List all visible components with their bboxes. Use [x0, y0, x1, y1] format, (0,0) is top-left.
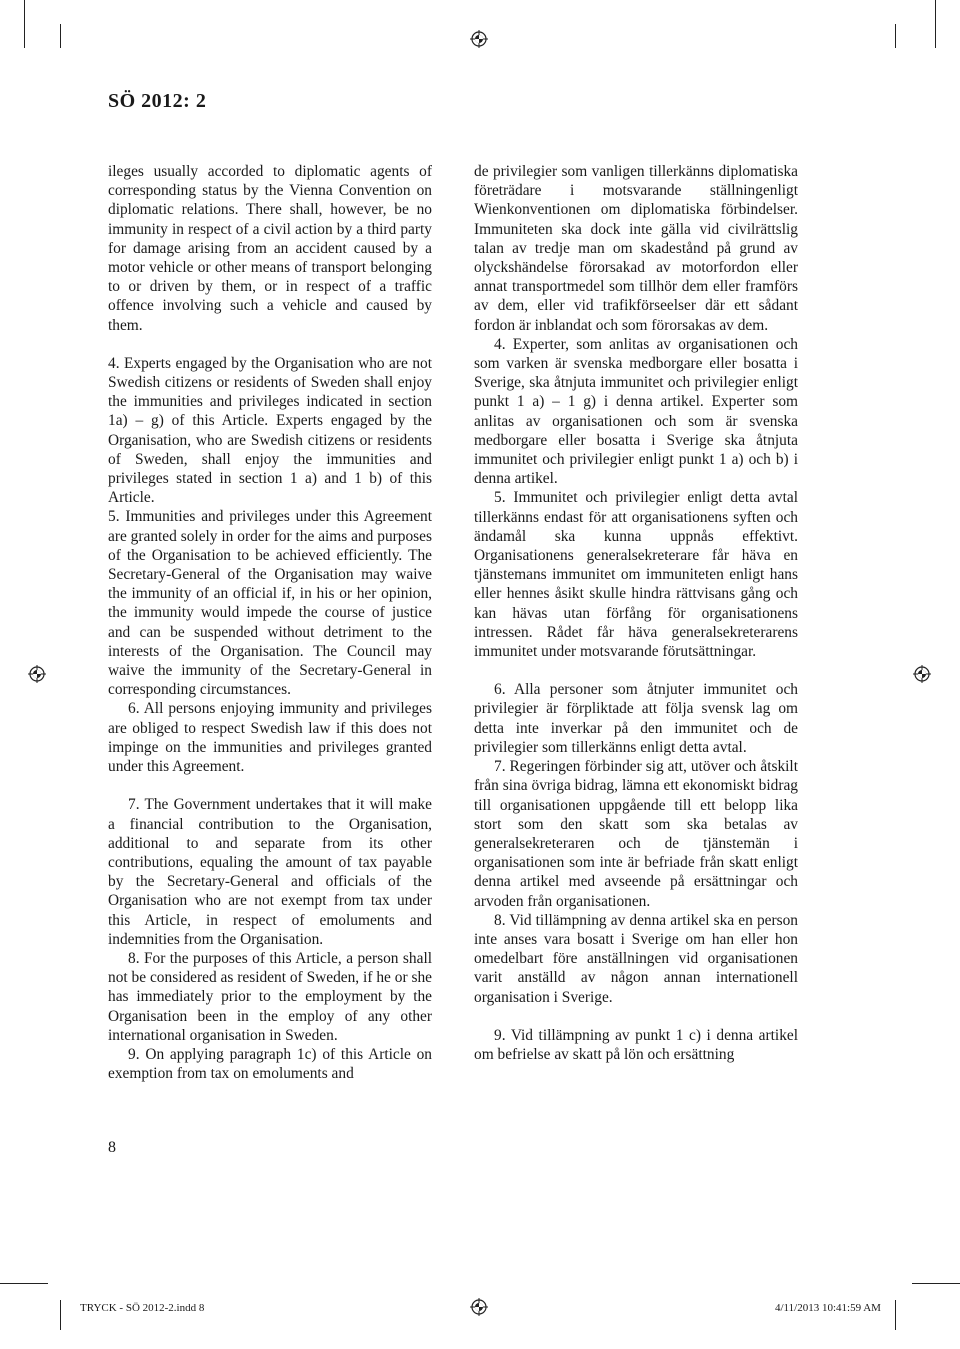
paragraph: 5. Immunitet och privilegier enligt detta avtal tillerkänns endast för att organisationens syften och ändamål ska kunna uppnås effektivt. Organisationens generalsekreterare får häva en tjänstemans immunitet om immuniteten enligt hans eller hennes åsikt skulle hindra rättvisans gång och kan hävas utan förfång för organisationens intressen. Rådet får häva generalsekreterarens immunitet under motsvarande förutsättningar. — [474, 489, 798, 661]
footer-file-name: TRYCK - SÖ 2012-2.indd 8 — [80, 1302, 205, 1314]
crop-mark-bottom-right-v — [895, 1300, 896, 1330]
paragraph: 4. Experter, som anlitas av organisationen och som varken är svenska medborgare eller bosatta i Sverige, ska åtnjuta immunitet och privilegier enligt punkt 1 a) – 1 g) i denna artikel. Experter som anlitas av organisationen och som är svenska medborgare eller bosatta i Sverige ska åtnjuta immunitet och privilegier enligt punkt 1 a) och b) i denna artikel. — [474, 335, 798, 488]
registration-target-icon — [470, 30, 488, 48]
crop-mark-top-right-v2 — [935, 0, 936, 48]
registration-target-icon — [28, 665, 46, 683]
paragraph: 6. All persons enjoying immunity and privileges are obliged to respect Swedish law if this does not impinge on the immunities and privileges granted under this Agreement. — [108, 700, 432, 776]
crop-mark-bottom-left-h — [0, 1283, 48, 1284]
registration-target-icon — [913, 665, 931, 683]
paragraph: 8. Vid tillämpning av denna artikel ska en person inte anses vara bosatt i Sverige om han eller hon omedelbart före anställningen vid organisationen varit anställd av någon annan internationell organisation i Sverige. — [474, 911, 798, 1006]
crop-mark-top-right-v — [895, 24, 896, 48]
crop-mark-bottom-left-v — [60, 1300, 61, 1330]
swedish-text-column — [474, 162, 798, 1064]
english-text-column — [108, 162, 432, 1083]
paragraph: 7. The Government undertakes that it will make a financial contribution to the Organisation, additional to and separate from its other contributions, equaling the amount of tax payable by the Secretary-General and officials of the Organisation who are not exempt from tax under this Article, in respect of emoluments and indemnities from the Organisation. — [108, 796, 432, 948]
footer-timestamp: 4/11/2013 10:41:59 AM — [775, 1302, 881, 1314]
paragraph: ileges usually accorded to diplomatic agents of corresponding status by the Vienna Convention on diplomatic relations. There shall, however, be no immunity in respect of a civil action by a third party for damage arising from an accident caused by a motor vehicle or other means of transport belonging to or driven by them, or in respect of a traffic offence involving such a vehicle and caused by them. — [108, 163, 432, 334]
crop-mark-bottom-right-h — [912, 1283, 960, 1284]
paragraph: 5. Immunities and privileges under this Agreement are granted solely in order for the aims and purposes of the Organisation to be achieved efficiently. The Secretary-General of the Organisation may waive the immunity of an official if, in his or her opinion, the immunity would impede the course of justice and can be suspended without detriment to the interests of the Organisation. The Council may waive the immunity of the Secretary-General in corresponding circumstances. — [108, 508, 432, 699]
registration-target-icon — [470, 1298, 488, 1316]
paragraph: 7. Regeringen förbinder sig att, utöver och åtskilt från sina övriga bidrag, lämna ett ekonomiskt bidrag till organisationen uppgående till ett belopp lika stort som den skatt som ska betalas av generalsekreteraren och de tjänstemän i organisationen som inte är befriade från skatt enligt denna artikel med avseende på ersättningar och arvoden från organisationen. — [474, 758, 798, 910]
paragraph: 6. Alla personer som åtnjuter immunitet och privilegier är förpliktade att följa svensk lag om detta inte inverkar på den immunitet och de privilegier som tillerkänns enligt detta avtal. — [474, 681, 798, 756]
page-number: 8 — [108, 1139, 116, 1156]
paragraph: de privilegier som vanligen tillerkänns diplomatiska företrädare i motsvarande ställningenligt Wienkonventionen om diplomatiska förbindelser. Immuniteten ska dock inte gälla vid civilrättslig talan av tredje man om skadestånd på grund av olyckshändelse förorsakad av motorfordon eller annat transportmedel som tillhör dem eller framförs av dem, eller vid trafikförseelser där ett sådant fordon är inblandat och som förorsakas av dem. — [474, 163, 798, 334]
paragraph: 9. Vid tillämpning av punkt 1 c) i denna artikel om befrielse av skatt på lön och ersättning — [474, 1026, 798, 1063]
paragraph: 4. Experts engaged by the Organisation who are not Swedish citizens or residents of Sweden shall enjoy the immunities and privileges indicated in section 1a) – g) of this Article. Experts engaged by the Organisation, who are Swedish citizens or residents of Sweden, shall enjoy the immunities and privileges stated in section 1 a) and 1 b) of this Article. — [108, 354, 432, 507]
page-title: SÖ 2012: 2 — [108, 90, 207, 112]
crop-mark-top-left-v — [24, 0, 25, 48]
crop-mark-top-left-v2 — [60, 24, 61, 48]
paragraph: 9. On applying paragraph 1c) of this Article on exemption from tax on emoluments and — [108, 1045, 432, 1083]
paragraph: 8. For the purposes of this Article, a person shall not be considered as resident of Sweden, if he or she has immediately prior to the employment by the Organisation been in the employ of any other international organisation in Sweden. — [108, 949, 432, 1044]
